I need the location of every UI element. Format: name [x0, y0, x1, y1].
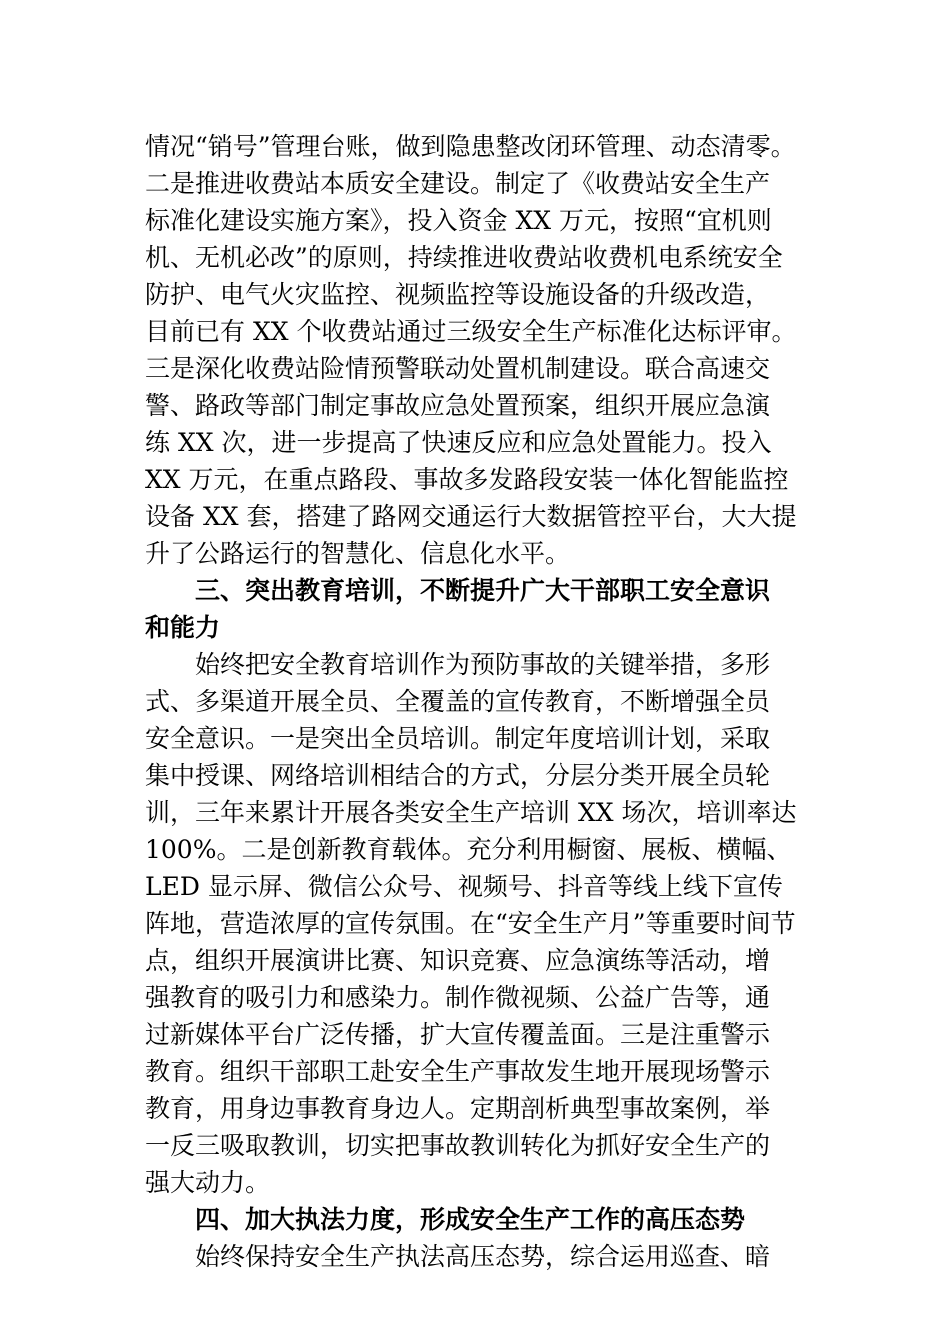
text-line: 100%。二是创新教育载体。充分利用橱窗、展板、横幅、 [145, 835, 792, 864]
text-line: 升了公路运行的智慧化、信息化水平。 [145, 539, 571, 568]
paragraph-start: 始终把安全教育培训作为预防事故的关键举措，多形 [195, 650, 771, 679]
text-line: 式、多渠道开展全员、全覆盖的宣传教育，不断增强全员 [145, 687, 771, 716]
text-line: 点，组织开展演讲比赛、知识竞赛、应急演练等活动，增 [145, 946, 771, 975]
section-heading-3-continued: 和能力 [145, 613, 221, 642]
text-line: XX 万元，在重点路段、事故多发路段安装一体化智能监控 [145, 465, 789, 494]
text-line: 训，三年来累计开展各类安全生产培训 XX 场次，培训率达 [145, 798, 797, 827]
text-line: 阵地，营造浓厚的宣传氛围。在“安全生产月”等重要时间节 [145, 909, 796, 938]
text-line: 二是推进收费站本质安全建设。制定了《收费站安全生产 [145, 169, 771, 198]
text-line: 安全意识。一是突出全员培训。制定年度培训计划，采取 [145, 724, 771, 753]
text-line: 目前已有 XX 个收费站通过三级安全生产标准化达标评审。 [145, 317, 797, 346]
text-line: 练 XX 次，进一步提高了快速反应和应急处置能力。投入 [145, 428, 772, 457]
text-line: 警、路政等部门制定事故应急处置预案，组织开展应急演 [145, 391, 771, 420]
text-line: LED 显示屏、微信公众号、视频号、抖音等线上线下宣传 [145, 872, 783, 901]
section-heading-4: 四、加大执法力度，形成安全生产工作的高压态势 [195, 1205, 746, 1234]
text-line: 标准化建设实施方案》，投入资金 XX 万元，按照“宜机则 [145, 206, 772, 235]
section-heading-3: 三、突出教育培训，不断提升广大干部职工安全意识 [195, 576, 771, 605]
body-text [145, 128, 807, 1275]
text-line: 教育，用身边事教育身边人。定期剖析典型事故案例，举 [145, 1094, 771, 1123]
text-line: 设备 XX 套，搭建了路网交通运行大数据管控平台，大大提 [145, 502, 797, 531]
paragraph-start: 始终保持安全生产执法高压态势，综合运用巡查、暗 [195, 1242, 771, 1271]
text-line: 教育。组织干部职工赴安全生产事故发生地开展现场警示 [145, 1057, 771, 1086]
text-line: 防护、电气火灾监控、视频监控等设施设备的升级改造， [145, 280, 771, 309]
text-line: 集中授课、网络培训相结合的方式，分层分类开展全员轮 [145, 761, 771, 790]
text-line: 一反三吸取教训，切实把事故教训转化为抓好安全生产的 [145, 1131, 771, 1160]
text-line: 三是深化收费站险情预警联动处置机制建设。联合高速交 [145, 354, 771, 383]
text-line: 强大动力。 [145, 1168, 271, 1197]
text-line: 强教育的吸引力和感染力。制作微视频、公益广告等，通 [145, 983, 771, 1012]
text-line: 机、无机必改”的原则，持续推进收费站收费机电系统安全 [145, 243, 783, 272]
text-line: 情况“销号”管理台账，做到隐患整改闭环管理、动态清零。 [145, 132, 796, 161]
text-line: 过新媒体平台广泛传播，扩大宣传覆盖面。三是注重警示 [145, 1020, 771, 1049]
